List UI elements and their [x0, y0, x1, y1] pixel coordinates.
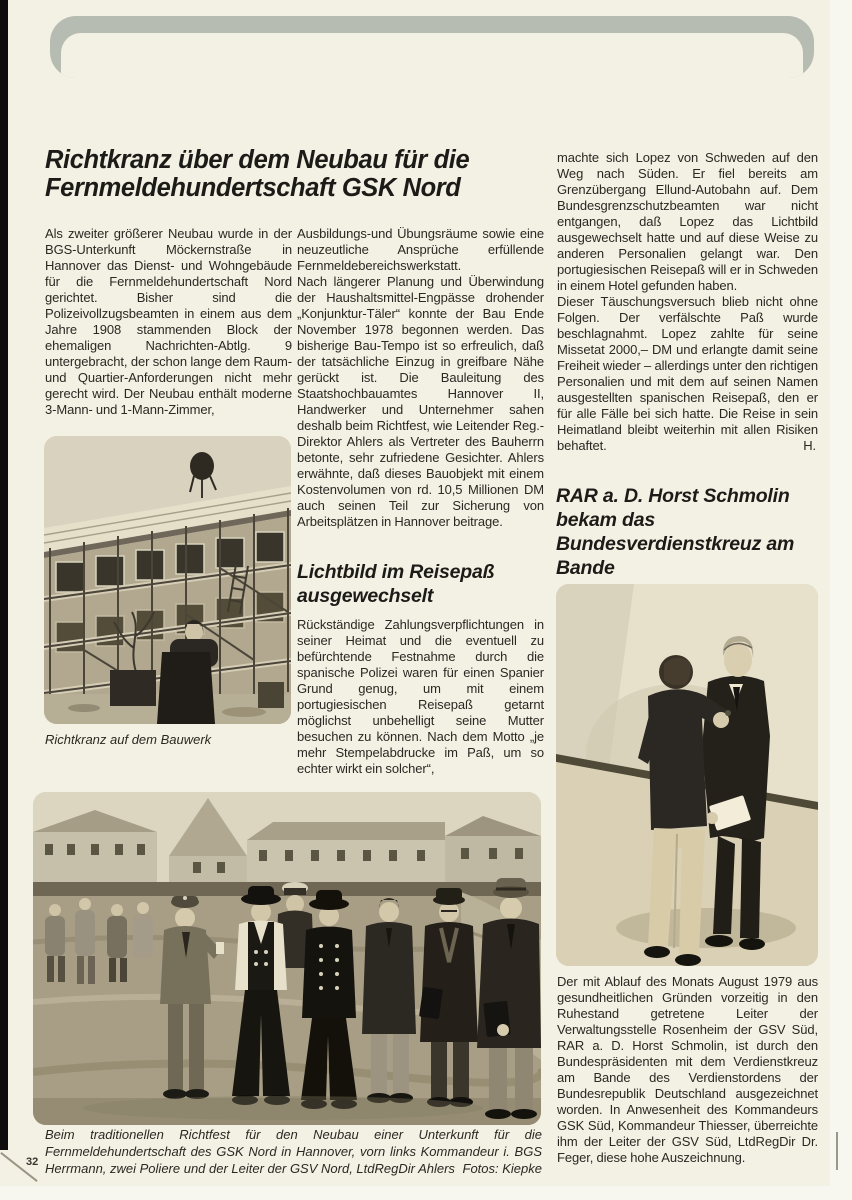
group-photo [33, 792, 541, 1125]
headline-lichtbild: Lichtbild im Reisepaß ausgewechselt [297, 561, 495, 607]
column-2-lichtbild-text: Rückständige Zahlungsverpflichtungen in seiner Heimat und die eventuell zu befürchtende Festnahme durch die spanische Polizei waren für einen Spanier Grund genug, um mit einem portugiesischen Reisepaß getarnt möglichst unbehelligt seine Mutter besuchen zu können. Nach dem Motto „je mehr Stempelabdrucke im Paß, um so echter wirkt ein solcher“, [297, 617, 544, 776]
headline-schmolin: RAR a. D. Horst Schmolin bekam das Bundesverdienstkreuz am Bande [556, 485, 795, 579]
top-band-inner [61, 33, 803, 78]
building-photo [44, 436, 291, 724]
column-3-paragraph-1: machte sich Lopez von Schweden auf den Weg nach Süden. Er fiel bereits am Grenzübergang Ellund-Autobahn auf. Dem Bundesgrenzschutzbeamten war nicht entgangen, daß Lopez das Lichtbild ausgewechselt hatte und auf diese Weise zu anderen Personalien gelangt war. Den portugiesischen Reisepaß will er in Schweden in einem Hotel gefunden haben. [557, 150, 818, 293]
medal-photo-illustration [556, 584, 818, 966]
page-number: 32 [26, 1156, 39, 1168]
article-byline: H. [803, 438, 816, 453]
photo-credit: Fotos: Kiepke [462, 1161, 542, 1176]
scan-edge-strip [0, 0, 8, 1150]
building-photo-illustration [44, 436, 291, 724]
column-1-text: Als zweiter größerer Neubau wurde in der BGS-Unterkunft Möckernstraße in Hannover das Dienst- und Wohngebäude für die Fernmeldehundertschaft Nord gerichtet. Bisher sind die Polizeivollzugsbeamten in einem aus dem Jahre 1908 stammenden Block der ehemaligen Nachrichten-Abtlg. 9 untergebracht, der schon lange dem Raum- und Quartier-Anforderungen nicht mehr gerecht wird. Der Neubau enthält moderne 3-Mann- und 1-Mann-Zimmer, [45, 226, 292, 417]
column-2-paragraph-1: Ausbildungs-und Übungsräume sowie eine neuzeutliche Ansprüche erfüllende Fernmeldebereichswerkstatt. [297, 226, 544, 273]
scan-edge-mark [836, 1132, 838, 1170]
medal-ceremony-photo [556, 584, 818, 966]
page-right-margin [830, 0, 852, 1200]
top-decorative-band [50, 16, 814, 78]
group-photo-illustration [33, 792, 541, 1125]
headline-richtkranz: Richtkranz über dem Neubau für die Fernmeldehundertschaft GSK Nord [45, 146, 470, 202]
column-3-paragraph-2: Dieser Täuschungsversuch blieb nicht ohne Folgen. Der verfälschte Paß wurde beschlagnahmt. Lopez zahlte für seine Missetat 2000,– DM und erlangte damit seine Freiheit wieder – allerdings unter den richtigen Personalien und mit dem auf seinen Namen ausgestellten spanischen Reisepaß, den er für alle Fälle bei sich hatte. Die Reise in sein Heimatland bleibt weiterhin mit allen Risiken behaftet. [557, 294, 818, 453]
page-bottom-margin [0, 1186, 852, 1200]
building-photo-caption: Richtkranz auf dem Bauwerk [45, 732, 212, 747]
group-photo-caption-text: Beim traditionellen Richtfest für den Neubau einer Unterkunft für die Fernmeldehundertschaft des GSK Nord in Hannover, vorn links Kommandeur i. BGS Herrmann, zwei Poliere und der Leiter der GSV Nord, LtdRegDir Ahlers [45, 1127, 542, 1176]
column-3-text [557, 150, 818, 454]
column-2-paragraph-2: Nach längerer Planung und Überwindung der Haushaltsmittel-Engpässe drohender „Konjunktur-Täler“ konnte der Bau Ende November 1978 begonnen werden. Das bisherige Bau-Tempo ist so erfreulich, daß der tatsächliche Einzug in greifbare Nähe gerückt ist. Die Bauleitung des Staatshochbauamtes Hannover II, Handwerker und Unternehmer sahen deshalb beim Richtfest, wie Leitender Reg.-Direktor Ahlers als Vertreter des Bauherrn betonte, sehr zufriedene Gesichter. Ahlers erwähnte, daß dieses Bauobjekt mit einem Kostenvolumen von rd. 10,5 Millionen DM auch seinen Teil zur Sicherung von Arbeitsplätzen in Hannover beitrage. [297, 274, 544, 529]
column-3-schmolin-text: Der mit Ablauf des Monats August 1979 aus gesundheitlichen Gründen vorzeitig in den Ruhestand getretene Leiter der Verwaltungsstelle Rosenheim der GSV Süd, RAR a. D. Horst Schmolin, ist durch den Bundespräsidenten mit dem Verdienstkreuz am Bande des Verdienstordens der Bundesrepublik Deutschland ausgezeichnet worden. In Anwesenheit des Kommandeurs GSK Süd, Kommandeur Thiesser, überreichte ihm der Leiter der GSV Süd, LtdRegDir Dr. Feger, diese hohe Auszeichnung. [557, 974, 818, 1165]
column-2-text [297, 226, 544, 530]
group-photo-caption [45, 1126, 542, 1177]
